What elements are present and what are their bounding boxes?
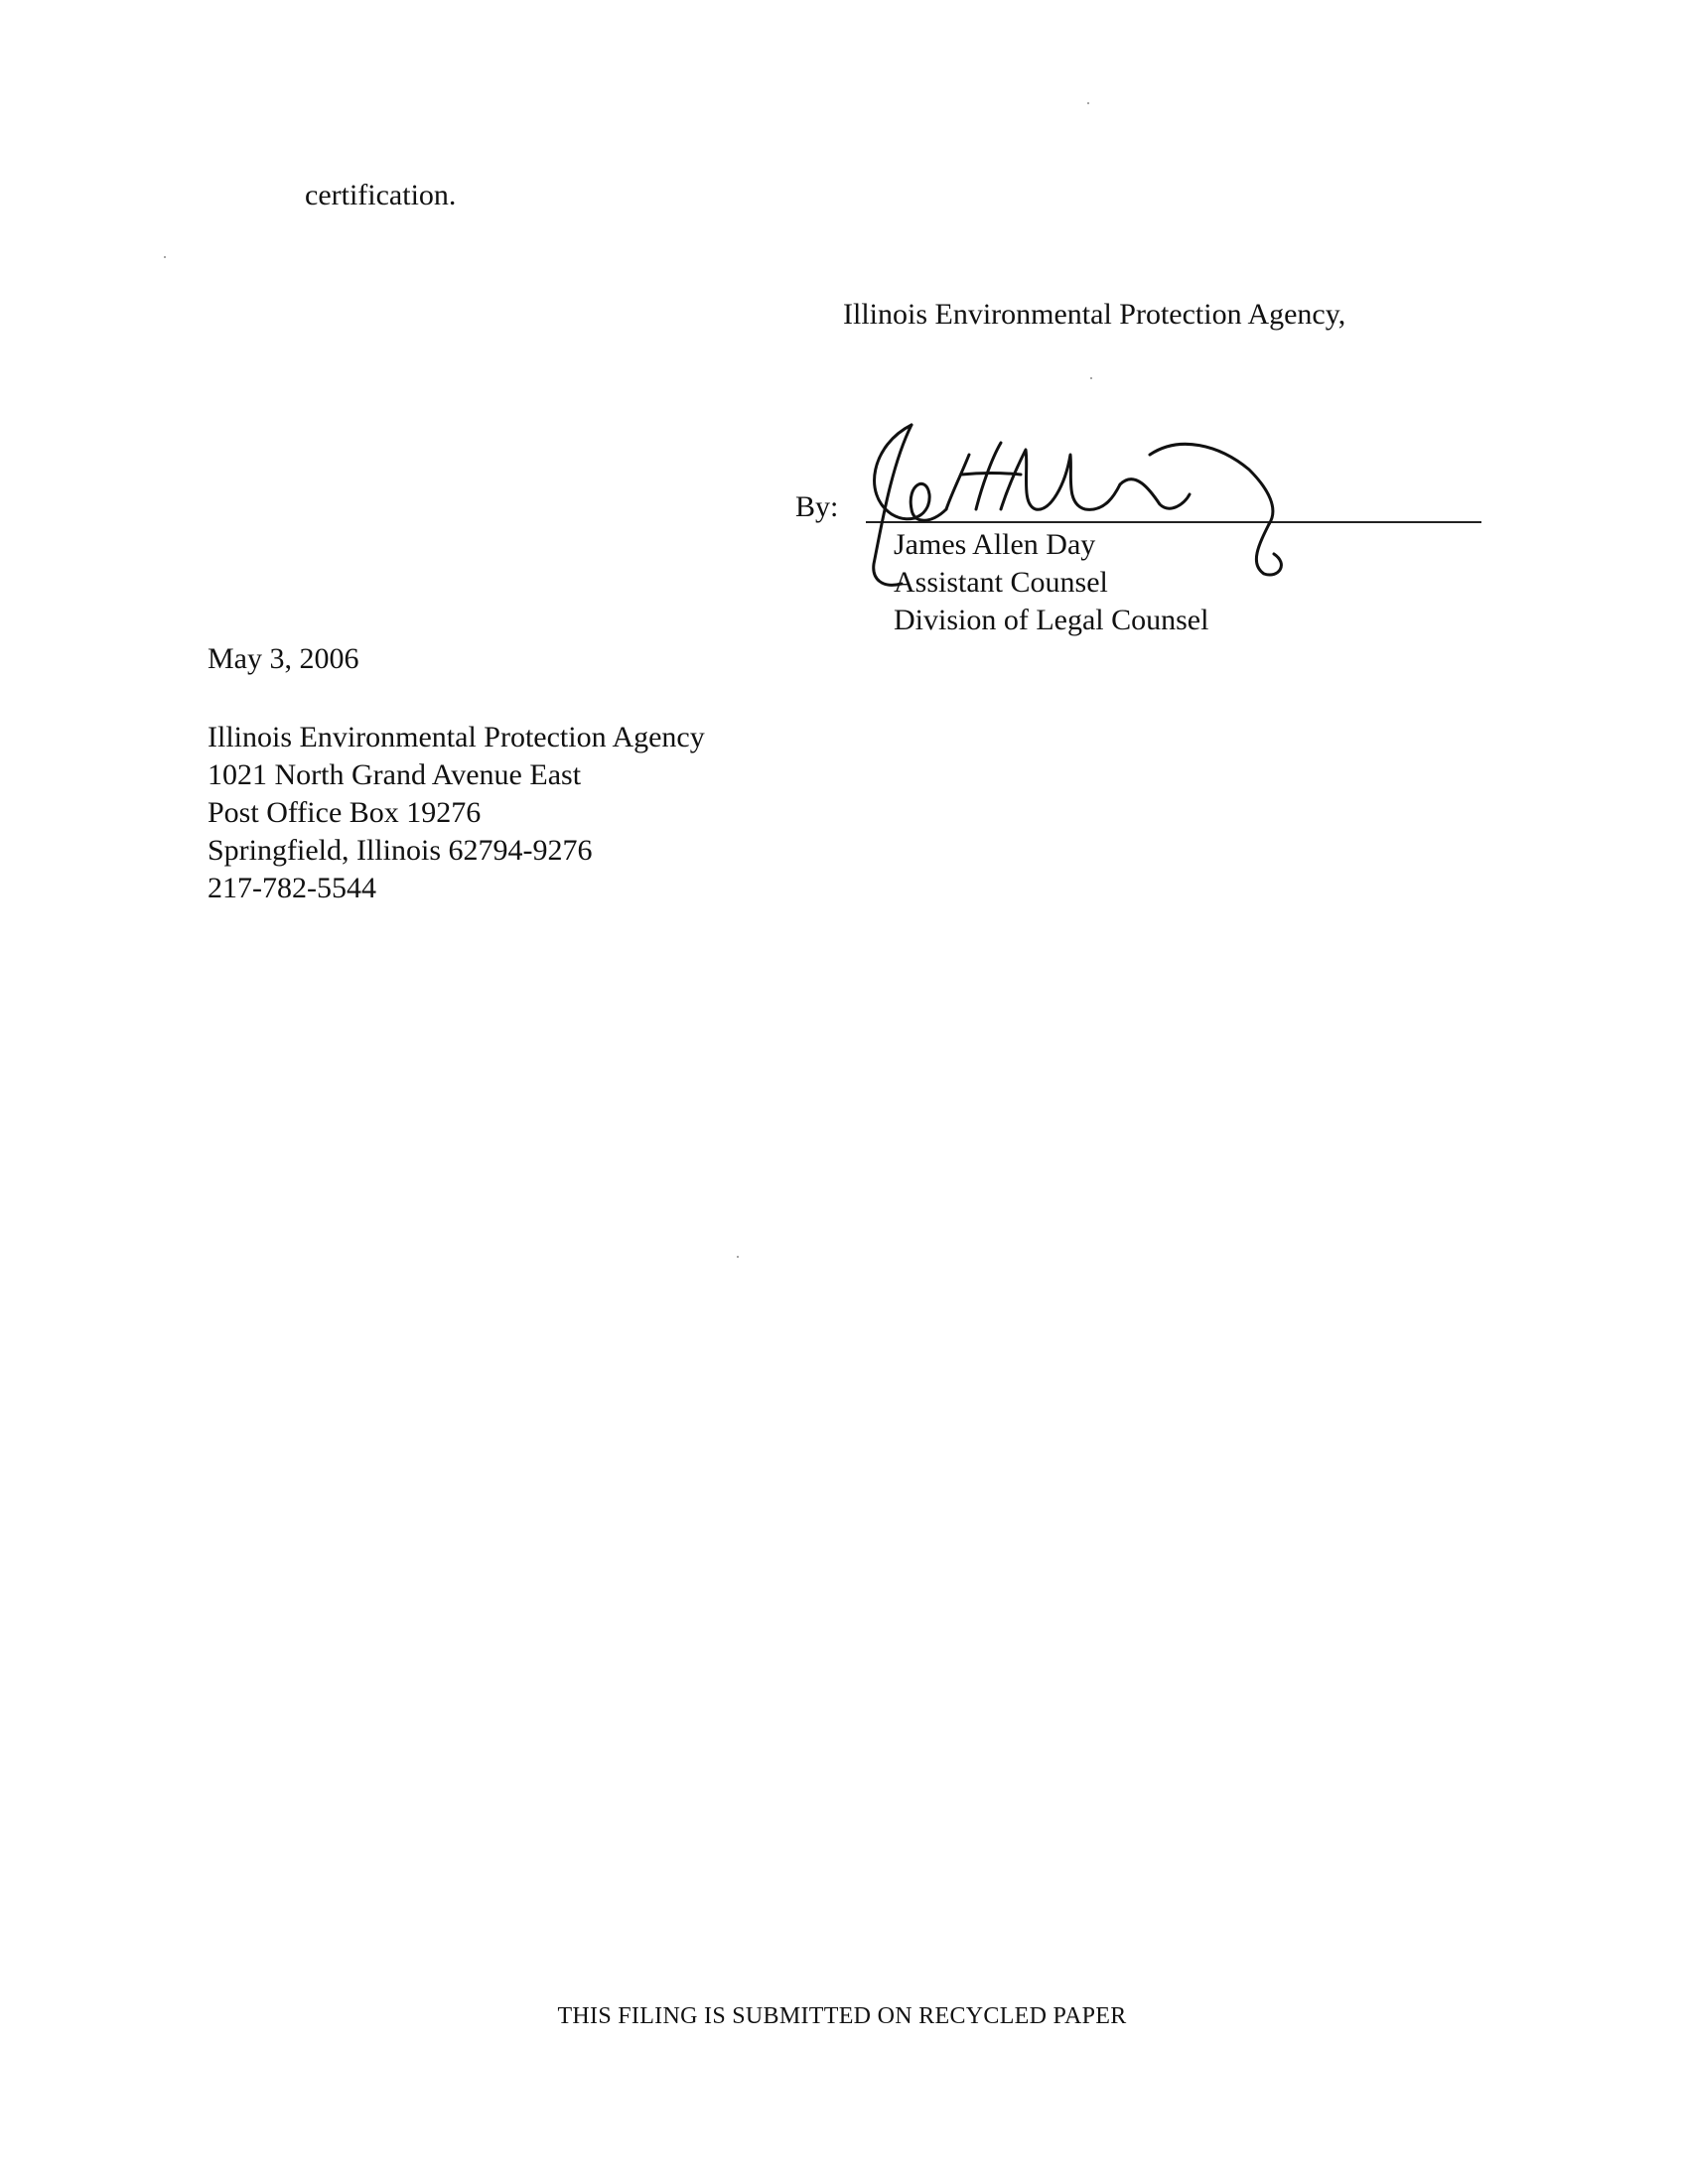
- address-line: 217-782-5544: [208, 872, 376, 904]
- address-line: Post Office Box 19276: [208, 796, 482, 829]
- closing-agency-name: Illinois Environmental Protection Agency,: [843, 298, 1346, 331]
- scan-speck: [1087, 102, 1089, 104]
- signer-division: Division of Legal Counsel: [894, 604, 1209, 636]
- scan-speck: [164, 256, 166, 258]
- address-line: 1021 North Grand Avenue East: [208, 758, 582, 791]
- signer-name: James Allen Day: [894, 528, 1096, 561]
- by-label: By:: [795, 490, 839, 523]
- address-line: Illinois Environmental Protection Agency: [208, 721, 705, 753]
- scan-speck: [737, 1256, 739, 1258]
- continued-paragraph-text: certification.: [305, 179, 457, 211]
- footer-recycled-paper-note: THIS FILING IS SUBMITTED ON RECYCLED PAPER: [557, 2003, 1127, 2029]
- signer-title: Assistant Counsel: [894, 566, 1108, 599]
- scan-speck: [1090, 377, 1092, 379]
- document-date: May 3, 2006: [208, 642, 359, 675]
- address-line: Springfield, Illinois 62794-9276: [208, 834, 593, 867]
